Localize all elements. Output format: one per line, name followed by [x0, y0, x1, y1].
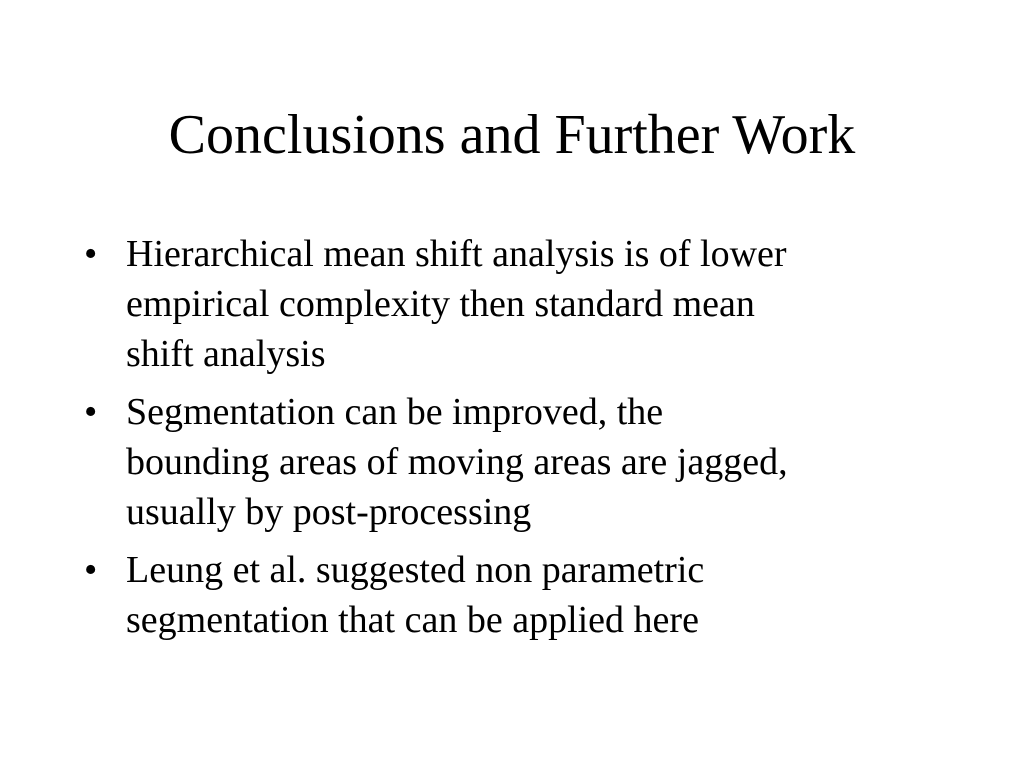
bullet-text-line: Leung et al. suggested non parametric — [126, 549, 705, 591]
bullet-text-line: segmentation that can be applied here — [126, 599, 699, 641]
bullet-text-line: shift analysis — [126, 333, 326, 375]
bullet-item — [84, 545, 944, 645]
bullet-dot-icon: • — [84, 549, 98, 591]
bullet-text-line: usually by post-processing — [126, 491, 532, 533]
bullet-text-line: bounding areas of moving areas are jagged, — [126, 441, 788, 483]
bullet-text-line: Segmentation can be improved, the — [126, 391, 664, 433]
bullet-text-line: empirical complexity then standard mean — [126, 283, 755, 325]
bullet-dot-icon: • — [84, 391, 98, 433]
bullet-dot-icon: • — [84, 233, 98, 275]
bullet-text-line: Hierarchical mean shift analysis is of lower — [126, 233, 787, 275]
slide-title: Conclusions and Further Work — [168, 104, 856, 166]
bullet-item — [84, 229, 944, 379]
bullet-list — [84, 229, 944, 653]
bullet-item — [84, 387, 944, 537]
